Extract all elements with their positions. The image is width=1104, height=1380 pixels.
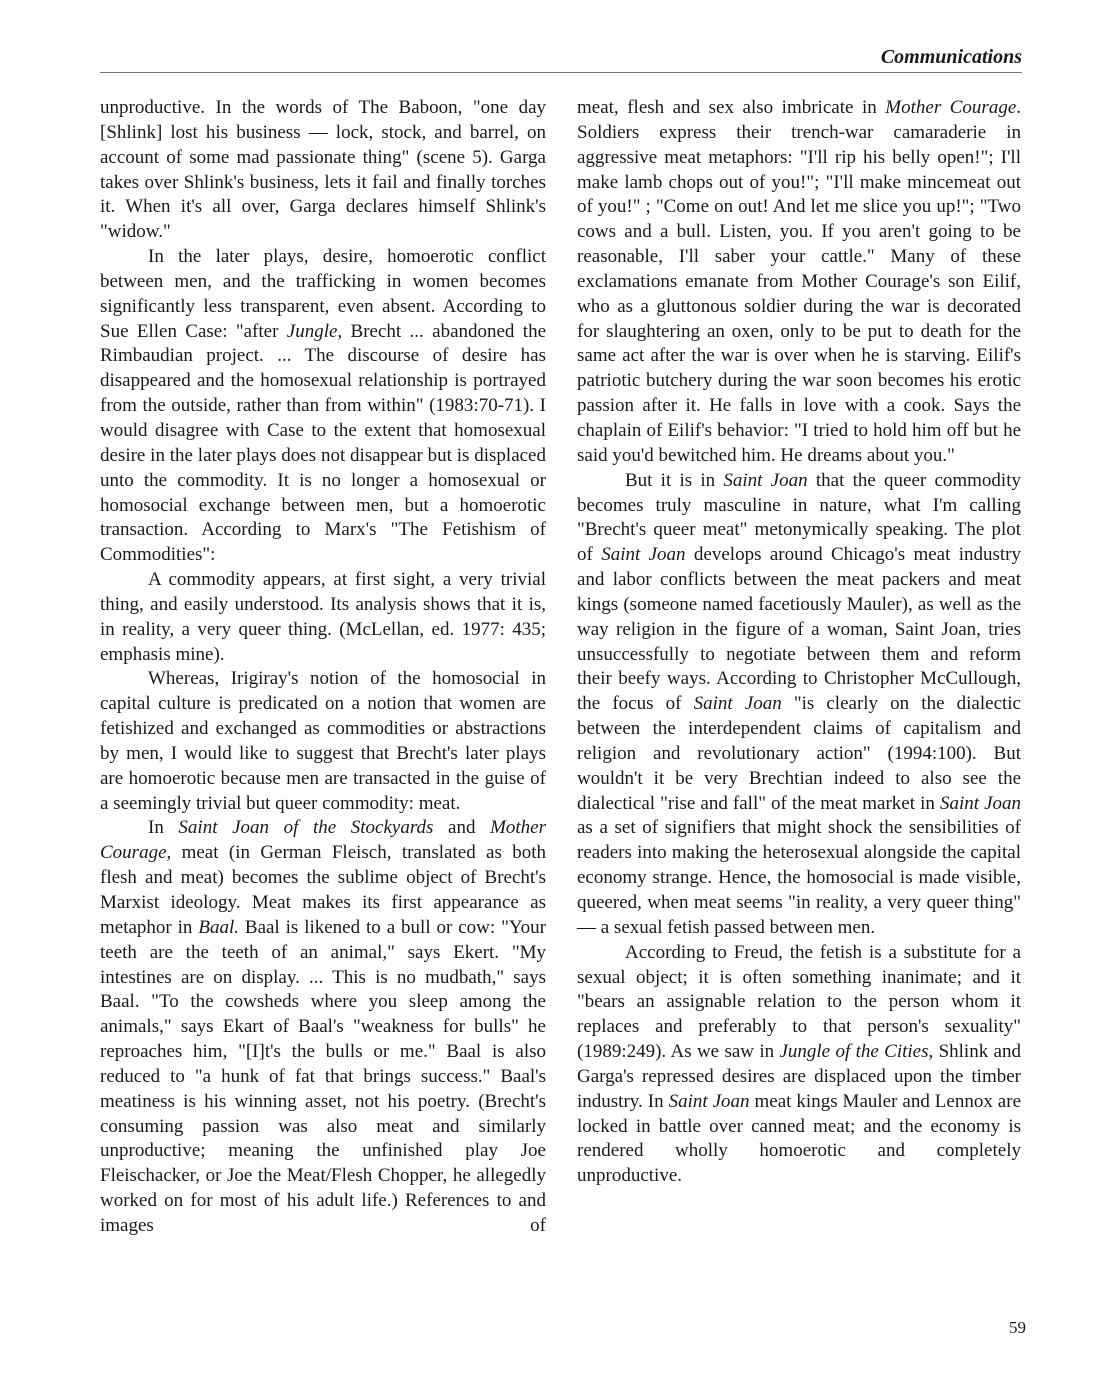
text-run: Whereas, Irigiray's notion of the homosocial in capital culture is predicated on a notion that women are fetishized and exchanged as commodities or abstractions by men, I would like to suggest that Brecht's later plays are homoerotic because men are transacted in the guise of a seemingly trivial but queer commodity: meat.: [100, 668, 546, 814]
italic-title: Saint Joan of the Stockyards: [178, 817, 434, 839]
italic-title: Saint Joan: [939, 792, 1022, 814]
italic-title: Saint Joan: [693, 693, 782, 715]
text-run: that the queer commodity becomes truly masculine in nature, what I'm calling "Brecht's queer meat" metonymically speaking. The plot of: [577, 469, 1021, 566]
text-run: In: [148, 817, 179, 839]
text-run: develops around Chicago's meat industry and labor conflicts between the meat packers and meat kings (someone named facetiously Mauler), as well as the way religion in the figure of a woman, Saint Joan, tries unsuccessfully to negotiate between them and reform their beefy ways. According to Christopher McCullough, the focus of: [577, 544, 1022, 715]
paragraph: [577, 941, 1021, 1189]
text-run: , meat (in German Fleisch, translated as both flesh and meat) becomes the sublime object of Brecht's Marxist ideology. Meat makes its first appearance as metaphor in: [100, 842, 546, 938]
right-column: [577, 96, 1021, 1189]
page-number: 59: [1009, 1318, 1026, 1337]
text-run: , Brecht ... abandoned the Rimbaudian project. ... The discourse of desire has disappeared and the homosexual relationship is portrayed from the outside, rather than from within" (1983:70-71). I would disagree with Case to the extent that homosexual desire in the later plays does not disappear but is displaced unto the commodity. It is no longer a homosexual or homosocial exchange between men, but a homoerotic transaction. According to Marx's "The Fetishism of Commodities":: [100, 320, 546, 566]
text-run: . Soldiers express their trench-war camaraderie in aggressive meat metaphors: "I'll rip his belly open!"; I'll make lamb chops out of you!"; "I'll make mincemeat out of you!" ; "Come on out! And let me slice you up!"; "Two cows and a bull. Listen, you. If you aren't going to be reasonable, I'll saber your cattle." Many of these exclamations emanate from Mother Courage's son Eilif, who as a gluttonous soldier during the war is decorated for slaughtering an oxen, only to be put to death for the same act after the war is over when he is starving. Eilif's patriotic butchery during the war soon becomes his erotic passion after it. He falls in love with a cook. Says the chaplain of Eilif's behavior: "I tried to hold him off but he said you'd bewitched him. He dreams about you.": [577, 97, 1022, 466]
text-run: But it is in: [625, 469, 724, 491]
italic-title: Mother Courage: [885, 97, 1017, 118]
text-run: meat kings Mauler and Lennox are locked in battle over canned meat; and the economy is rendered wholly homoerotic and completely unproductive.: [577, 1090, 1021, 1187]
text-run: as a set of signifiers that might shock the sensibilities of readers into making the heterosexual alongside the capital economy strange. Hence, the homosocial is made visible, queered, when meat seems "in reality, a very queer thing" — a sexual fetish passed between men.: [577, 817, 1021, 938]
text-run: unproductive. In the words of The Baboon, "one day [Shlink] lost his business — lock, stock, and barrel, on account of some mad passionate thing" (scene 5). Garga takes over Shlink's business, lets it fail and finally torches it. When it's all over, Garga declares himself Shlink's "widow.": [100, 97, 546, 243]
paragraph: [100, 96, 546, 245]
text-run: , Shlink and Garga's repressed desires are displaced upon the timber industry. In: [577, 1041, 1021, 1112]
text-run: and: [433, 817, 491, 839]
paragraph: [100, 816, 546, 1238]
paragraph: [100, 667, 546, 816]
italic-title: Jungle of the Cities: [779, 1041, 929, 1063]
italic-title: Saint Joan: [723, 469, 808, 491]
text-run: Baal is likened to a bull or cow: "Your teeth are the teeth of an animal," says Ekert. "My intestines are on display. ... This is no mudbath," says Baal. "To the cowsheds where you sleep among the animals," says Ekart of Baal's "weakness for bulls" he reproaches him, "[I]t's the bulls or me." Baal is also reduced to "a hunk of fat that brings success." Baal's meatiness is his winning asset, not his poetry. (Brecht's consuming passion was also meat and similarly unproductive; meaning the unfinished play Joe Fleischacker, or Joe the Meat/Flesh Chopper, he allegedly worked on for most of his adult life.) References to and images of: [100, 916, 546, 1236]
paragraph: [100, 568, 546, 667]
section-title: Communications: [880, 46, 1022, 68]
text-run: meat, flesh and sex also imbricate in: [577, 97, 886, 118]
left-column: [100, 96, 546, 1239]
italic-title: Saint Joan: [668, 1090, 750, 1112]
text-run: According to Freud, the fetish is a substitute for a sexual object; it is often something inanimate; and it "bears an assignable relation to the person whom it replaces and preferably to that person's sexuality" (1989:249). As we saw in: [577, 941, 1021, 1063]
italic-title: Saint Joan: [601, 544, 686, 566]
italic-title: Jungle: [286, 320, 338, 342]
paragraph: [577, 96, 1021, 469]
paragraph: [577, 469, 1021, 941]
italic-title: Baal.: [198, 916, 239, 938]
text-run: "is clearly on the dialectic between the interdependent claims of capitalism and religion and revolutionary action" (1994:100). But wouldn't it be very Brechtian indeed to also see the dialectical "rise and fall" of the meat market in: [577, 693, 1021, 814]
italic-title: Mother Courage: [100, 817, 546, 864]
paragraph: [100, 245, 546, 568]
text-run: A commodity appears, at first sight, a very trivial thing, and easily understood. Its analysis shows that it is, in reality, a very queer thing. (McLellan, ed. 1977: 435; emphasis mine).: [100, 569, 546, 665]
text-run: In the later plays, desire, homoerotic conflict between men, and the trafficking in women becomes significantly less transparent, even absent. According to Sue Ellen Case: "after: [100, 246, 546, 342]
running-header: [100, 44, 1022, 73]
